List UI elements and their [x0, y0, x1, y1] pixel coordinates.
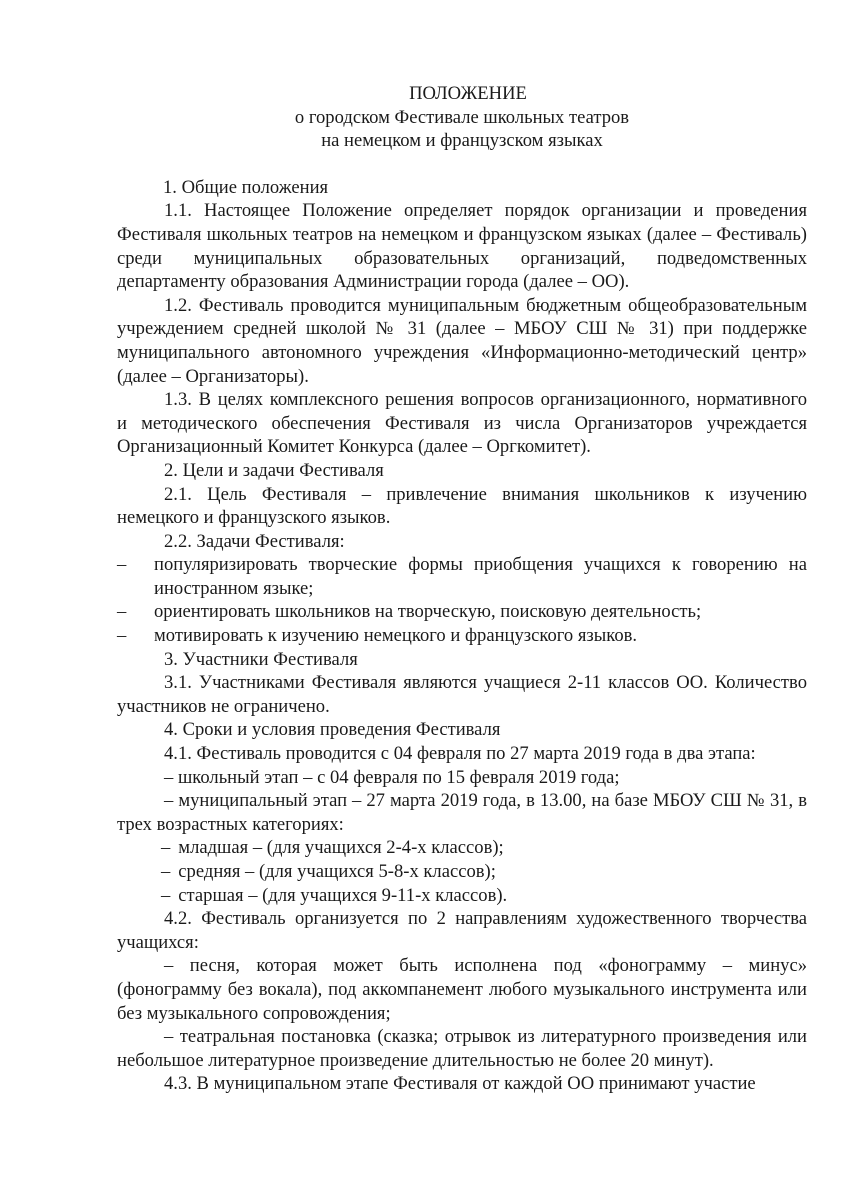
dash-bullet: – [164, 790, 174, 812]
paragraph-4-3: 4.3. В муниципальном этапе Фестиваля от каждой ОО принимают участие [164, 1073, 756, 1095]
paragraph-1-1: 1.1. Настоящее Положение определяет порядок организации и проведения Фестиваля школьных театров на немецком и французском языках (далее – Фестиваль) среди муниципальных образовательных организаций, подведомственных департаменту образования Администрации города (далее – ОО). [117, 200, 807, 293]
age-categories-list [117, 836, 807, 907]
paragraph-2-2: 2.2. Задачи Фестиваля: [164, 530, 345, 552]
dash-bullet: – [161, 861, 171, 882]
section-2-heading: 2. Цели и задачи Фестиваля [164, 459, 384, 481]
direction-song: – песня, которая может быть исполнена под «фонограмму – минус» (фонограмму без вокала), под аккомпанемент любого музыкального инструмента или без музыкального сопровождения; [117, 955, 807, 1024]
dash-bullet: – [164, 766, 174, 788]
task-text: популяризировать творческие формы приобщения учащихся к говорению на иностранном языке; [154, 554, 807, 599]
stage-municipal-text: муниципальный этап – 27 марта 2019 года, в 13.00, на базе МБОУ СШ № 31, в трех возрастных категориях: [117, 790, 807, 835]
stage-school-text: школьный этап – с 04 февраля по 15 февраля 2019 года; [177, 766, 620, 788]
section-3-heading: 3. Участники Фестиваля [164, 648, 358, 670]
paragraph-4-1: 4.1. Фестиваль проводится с 04 февраля по 27 марта 2019 года в два этапа: [164, 743, 756, 765]
stage-school [117, 766, 807, 790]
document-page [117, 82, 807, 1096]
paragraph-1-2: 1.2. Фестиваль проводится муниципальным бюджетным общеобразовательным учреждением средней школой № 31 (далее – МБОУ СШ № 31) при поддержке муниципального автономного учреждения «Информационно-методический центр» (далее – Организаторы). [117, 294, 807, 387]
document-subtitle-line2: на немецком и французском языках [321, 130, 603, 152]
section-4-heading: 4. Сроки и условия проведения Фестиваля [164, 719, 501, 741]
stage-municipal [117, 789, 807, 836]
dash-bullet: – [117, 625, 127, 647]
age-category [117, 836, 807, 860]
paragraph-4-2: 4.2. Фестиваль организуется по 2 направлениям художественного творчества учащихся: [117, 908, 807, 953]
section-1-heading: 1. Общие положения [163, 176, 329, 198]
dash-bullet: – [117, 601, 127, 623]
task-item [117, 553, 807, 600]
document-header [117, 82, 807, 153]
dash-bullet: – [161, 884, 171, 906]
dash-bullet: – [117, 554, 127, 576]
direction-theatre: – театральная постановка (сказка; отрывок из литературного произведения или небольшое литературное произведение длительностью не более 20 минут). [117, 1026, 807, 1071]
age-category-text: старшая – (для учащихся 9-11-х классов). [178, 884, 508, 906]
age-category-text: младшая – (для учащихся 2-4-х классов); [178, 837, 504, 859]
task-item [117, 624, 807, 648]
tasks-list [117, 553, 807, 647]
paragraph-1-3: 1.3. В целях комплексного решения вопросов организационного, нормативного и методического обеспечения Фестиваля из числа Организаторов учреждается Организационный Комитет Конкурса (далее – Оргкомитет). [117, 389, 807, 458]
task-item [117, 600, 807, 624]
dash-bullet: – [161, 837, 171, 859]
age-category [117, 884, 807, 908]
age-category-text: средняя – (для учащихся 5-8-х классов); [178, 861, 496, 882]
task-text: мотивировать к изучению немецкого и французского языков. [154, 625, 638, 647]
spacer [117, 153, 807, 176]
document-title: ПОЛОЖЕНИЕ [409, 83, 527, 104]
task-text: ориентировать школьников на творческую, поисковую деятельность; [154, 601, 702, 623]
age-category [117, 860, 807, 884]
paragraph-2-1: 2.1. Цель Фестиваля – привлечение внимания школьников к изучению немецкого и французского языков. [117, 483, 807, 529]
paragraph-3-1: 3.1. Участниками Фестиваля являются учащиеся 2-11 классов ОО. Количество участников не ограничено. [117, 672, 807, 717]
document-subtitle-line1: о городском Фестивале школьных театров [294, 106, 630, 128]
